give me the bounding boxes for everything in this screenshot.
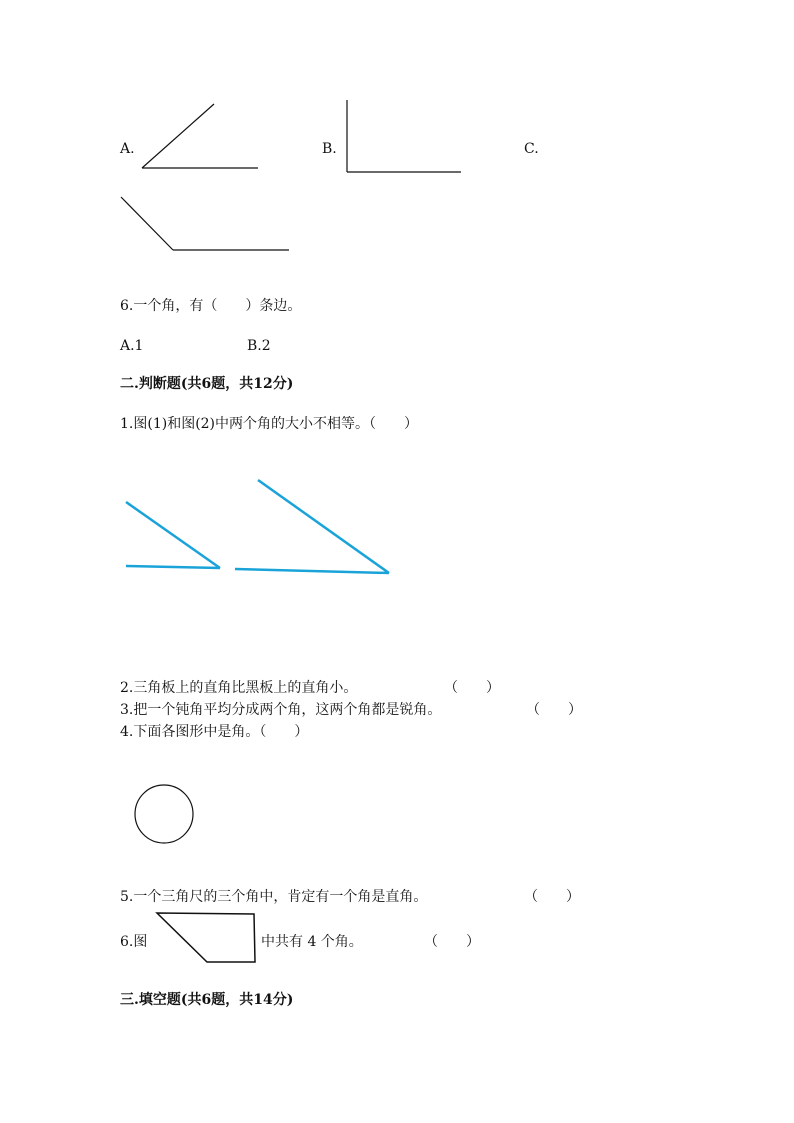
judgment-item-6-paren: （ ） xyxy=(424,934,480,950)
angle-b-figure xyxy=(347,100,461,172)
angle-figure-2 xyxy=(235,480,389,573)
judgment-item-3-paren: （ ） xyxy=(526,702,582,718)
section-2-title: 二.判断题(共6题，共12分) xyxy=(120,376,294,392)
question-6-text: 6.一个角，有（ ）条边。 xyxy=(120,298,302,314)
section-3-title: 三.填空题(共6题，共14分) xyxy=(120,992,294,1008)
judgment-item-2: 2.三角板上的直角比黑板上的直角小。 xyxy=(120,680,358,696)
angle-figure-1 xyxy=(126,502,220,568)
judgment-item-6-prefix: 6.图 xyxy=(120,934,148,950)
judgment-item-6-suffix: 中共有 4 个角。 xyxy=(261,934,363,950)
trapezoid-figure xyxy=(157,913,255,962)
judgment-item-1: 1.图(1)和图(2)中两个角的大小不相等。（ ） xyxy=(120,416,419,432)
angle-c-figure xyxy=(121,197,289,250)
judgment-item-2-paren: （ ） xyxy=(444,680,500,696)
question-6-option-b: B.2 xyxy=(247,338,271,354)
judgment-item-5: 5.一个三角尺的三个角中，肯定有一个角是直角。 xyxy=(120,889,428,905)
judgment-item-5-paren: （ ） xyxy=(524,889,580,905)
judgment-item-4: 4.下面各图形中是角。（ ） xyxy=(120,724,309,740)
option-a-label: A. xyxy=(120,141,135,157)
option-b-label: B. xyxy=(322,141,337,157)
circle-figure xyxy=(135,785,193,843)
judgment-item-3: 3.把一个钝角平均分成两个角，这两个角都是锐角。 xyxy=(120,702,442,718)
question-6-option-a: A.1 xyxy=(120,338,144,354)
angle-a-figure xyxy=(142,104,258,168)
option-c-label: C. xyxy=(524,141,539,157)
